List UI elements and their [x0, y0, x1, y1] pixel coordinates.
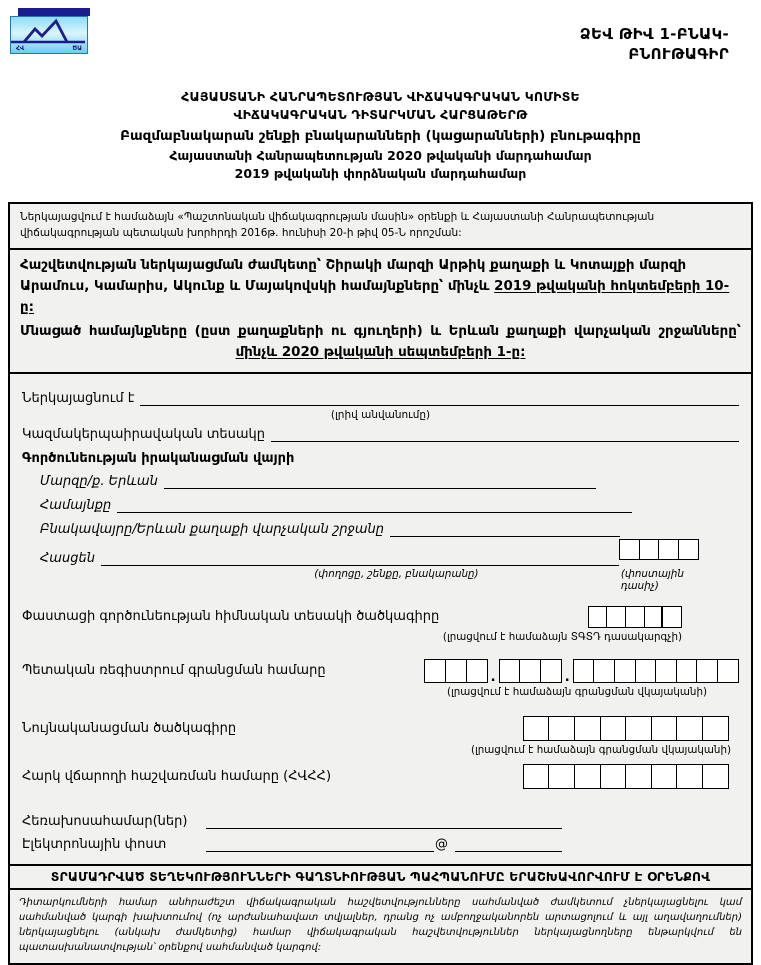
legal-form-row [22, 426, 739, 442]
region-row [40, 473, 596, 489]
code-cell[interactable] [651, 716, 678, 741]
settlement-row [40, 521, 620, 537]
tin-cells[interactable] [523, 764, 729, 789]
code-cell[interactable] [619, 539, 640, 560]
code-cell[interactable] [676, 764, 703, 789]
deadline-text-2: Մնացած համայնքները (ըստ քաղաքների ու գյուղերի) և Երևան քաղաքի վարչական շրջանները՝ [20, 323, 741, 339]
code-cell[interactable] [588, 606, 608, 628]
logo-chart-icon [10, 16, 88, 54]
activity-code-row [22, 606, 739, 628]
code-cell[interactable] [676, 659, 698, 683]
presented-by-row [22, 390, 739, 406]
activity-location-heading: Գործունեության իրականացման վայրի [22, 450, 295, 466]
form-body-box [8, 202, 753, 965]
title-block [0, 88, 761, 183]
address-captions-row [22, 568, 739, 592]
code-cell[interactable] [635, 659, 657, 683]
region-label: Մարզը/ք. Երևան [40, 473, 158, 489]
register-number-hint: (լրացվում է համաձայն գրանցման վկայականի) [446, 685, 707, 698]
code-cell[interactable] [600, 716, 627, 741]
code-cell[interactable] [717, 659, 739, 683]
presented-by-label: Ներկայացնում է [22, 390, 135, 406]
identification-code-cells[interactable] [523, 716, 729, 741]
code-cell[interactable] [702, 716, 729, 741]
code-cell[interactable] [593, 659, 615, 683]
phone-row [22, 813, 562, 829]
address-label: Հասցեն [40, 550, 95, 566]
logo-left-mark: ՀՎ [16, 45, 25, 52]
form-number-line1: ՁԵՎ ԹԻՎ 1-ԲՆԱԿ- [579, 25, 729, 43]
register-group-3[interactable] [573, 659, 739, 683]
presented-by-input-line[interactable] [140, 390, 739, 406]
register-group-1[interactable] [424, 659, 487, 683]
penalty-section [10, 888, 751, 963]
community-row [40, 497, 632, 513]
confidentiality-banner [10, 864, 751, 888]
logo-top-bar [18, 8, 90, 16]
deadline-section [10, 248, 751, 372]
code-cell[interactable] [676, 716, 703, 741]
activity-code-label: Փաստացի գործունեության հիմնական տեսակի ծածկագիրը [22, 609, 440, 625]
postal-code-cells[interactable] [619, 539, 699, 560]
settlement-label: Բնակավայրը/Երևան քաղաքի վարչական շրջանը [40, 521, 384, 537]
code-cell[interactable] [445, 659, 467, 683]
code-cell[interactable] [625, 606, 645, 628]
code-cell[interactable] [606, 606, 626, 628]
code-cell[interactable] [678, 539, 699, 560]
deadline-date-2: մինչև 2020 թվականի սեպտեմբերի 1-ը: [235, 344, 526, 360]
email-label: Էլեկտրոնային փոստ [22, 836, 167, 852]
title-questionnaire: ՎԻՃԱԿԱԳՐԱԿԱՆ ԴԻՏԱՐԿՄԱՆ ՀԱՐՑԱԹԵՐԹ [233, 107, 528, 122]
title-form-name: Բազմաբնակարան շենքի բնակարանների (կացարանների) բնութագիրը [120, 128, 641, 144]
settlement-input-line[interactable] [390, 521, 620, 537]
deadline-paragraph-2 [20, 321, 741, 363]
code-cell[interactable] [639, 539, 660, 560]
identification-code-hint: (լրացվում է համաձայն գրանցման վկայականի) [470, 743, 731, 756]
code-cell[interactable] [702, 764, 729, 789]
legal-form-input-line[interactable] [271, 426, 739, 442]
register-dot-1: . [490, 669, 496, 685]
code-cell[interactable] [600, 764, 627, 789]
phone-input-line[interactable] [206, 813, 562, 829]
activity-code-hint: (լրացվում է համաձայն ՏԳՏԴ դասակարգչի) [442, 630, 682, 643]
street-building-hint: (փողոցը, շենքը, բնակարանը) [314, 567, 479, 580]
code-cell[interactable] [574, 764, 601, 789]
community-label: Համայնքը [40, 497, 112, 513]
deadline-paragraph-1 [20, 255, 741, 318]
code-cell[interactable] [658, 539, 679, 560]
code-cell[interactable] [466, 659, 488, 683]
code-cell[interactable] [651, 764, 678, 789]
legal-basis-section [10, 204, 751, 248]
tin-label: Հարկ վճարողի հաշվառման համարը (ՀՎՀՀ) [22, 768, 332, 784]
register-number-row [22, 659, 739, 683]
penalty-text: Դիտարկումների համար անհրաժեշտ վիճակագրական հաշվետվությունները սահմանված ժամկետում չներկայացնելու կամ սահմանված կարգի խախտումով (ոչ արժանահավատ տվյալներ, դրանց ոչ ամբողջականորեն արտացոլում և այլ աղավաղումներ) ներկայացնելու (անկախ ժամկետից) համար վիճակագրական հաշվետվություններ ներկայացնողները ենթարկվում են պատասխանատվության՝ օրենքով սահմանված կարգով: [19, 896, 742, 953]
region-input-line[interactable] [164, 473, 596, 489]
email-at-sign: @ [435, 836, 448, 852]
community-input-line[interactable] [117, 497, 632, 513]
code-cell[interactable] [499, 659, 521, 683]
code-cell[interactable] [548, 716, 575, 741]
activity-code-cells[interactable] [588, 606, 682, 628]
register-dot-2: . [564, 669, 570, 685]
code-cell[interactable] [573, 659, 595, 683]
logo-right-mark: ԾԱ [72, 45, 82, 52]
email-row [22, 836, 562, 852]
address-row [22, 545, 739, 566]
email-local-input-line[interactable] [206, 836, 434, 852]
confidentiality-text: ՏՐԱՄԱԴՐՎԱԾ ՏԵՂԵԿՈՒԹՅՈՒՆՆԵՐԻ ԳԱՂՏՆԻՈՒԹՅԱՆ ՊԱՀՊԱՆՈՒՄԸ ԵՐԱՇԽԱՎՈՐՎՈՒՄ Է ՕՐԵՆՔՈՎ [50, 869, 711, 884]
form-number-line2: ԲՆՈՒԹԱԳԻՐ [628, 45, 729, 63]
armstat-logo [10, 8, 94, 60]
tin-row [22, 764, 739, 789]
code-cell[interactable] [661, 606, 682, 628]
identification-code-row [22, 716, 739, 741]
deadline-date-1: 2019 թվականի հոկտեմբերի 10-ը: [20, 278, 730, 315]
title-census: Հայաստանի Հանրապետության 2020 թվականի մարդահամար [169, 148, 592, 163]
email-domain-input-line[interactable] [455, 836, 562, 852]
deadline-text-1: Հաշվետվության ներկայացման ժամկետը՝ Շիրակի մարզի Արթիկ քաղաքի և Կոտայքի մարզի Արամուս, Կամարիս, Ակունք և Մայակովսկի համայնքները՝ մինչև [20, 257, 687, 294]
code-cell[interactable] [625, 716, 652, 741]
address-field [40, 550, 619, 566]
postal-code-hint: (փոստային դասիչ) [620, 567, 684, 592]
code-cell[interactable] [548, 764, 575, 789]
code-cell[interactable] [540, 659, 562, 683]
register-number-label: Պետական ռեգիստրում գրանցման համարը [22, 663, 326, 679]
title-committee: ՀԱՅԱՍՏԱՆԻ ՀԱՆՐԱՊԵՏՈՒԹՅԱՆ ՎԻՃԱԿԱԳՐԱԿԱՆ ԿՈՄԻՏԵ [181, 89, 580, 104]
code-cell[interactable] [523, 764, 550, 789]
code-cell[interactable] [614, 659, 636, 683]
code-cell[interactable] [696, 659, 718, 683]
register-group-2[interactable] [499, 659, 562, 683]
code-cell[interactable] [519, 659, 541, 683]
code-cell[interactable] [625, 764, 652, 789]
register-number-cells [424, 659, 739, 683]
respondent-section [10, 372, 751, 864]
phone-label: Հեռախոսահամար(ներ) [22, 813, 188, 829]
legal-basis-text: Ներկայացվում է համաձայն «Պաշտոնական վիճակագրության մասին» օրենքի և Հայաստանի Հանրապետության վիճակագրության պետական խորհրդի 2016թ. հունիսի 20-ի թիվ 05-Ն որոշման: [20, 211, 655, 240]
code-cell[interactable] [655, 659, 677, 683]
title-trial-census: 2019 թվականի փորձնական մարդահամար [234, 166, 527, 181]
code-cell[interactable] [424, 659, 446, 683]
code-cell[interactable] [523, 716, 550, 741]
form-header [0, 0, 761, 88]
legal-form-label: Կազմակերպաիրավական տեսակը [22, 426, 265, 442]
address-input-line[interactable] [101, 550, 619, 566]
form-number [580, 24, 729, 64]
identification-code-label: Նույնականացման ծածկագիրը [22, 720, 237, 736]
code-cell[interactable] [574, 716, 601, 741]
full-name-hint: (լրիվ անվանումը) [330, 408, 431, 421]
